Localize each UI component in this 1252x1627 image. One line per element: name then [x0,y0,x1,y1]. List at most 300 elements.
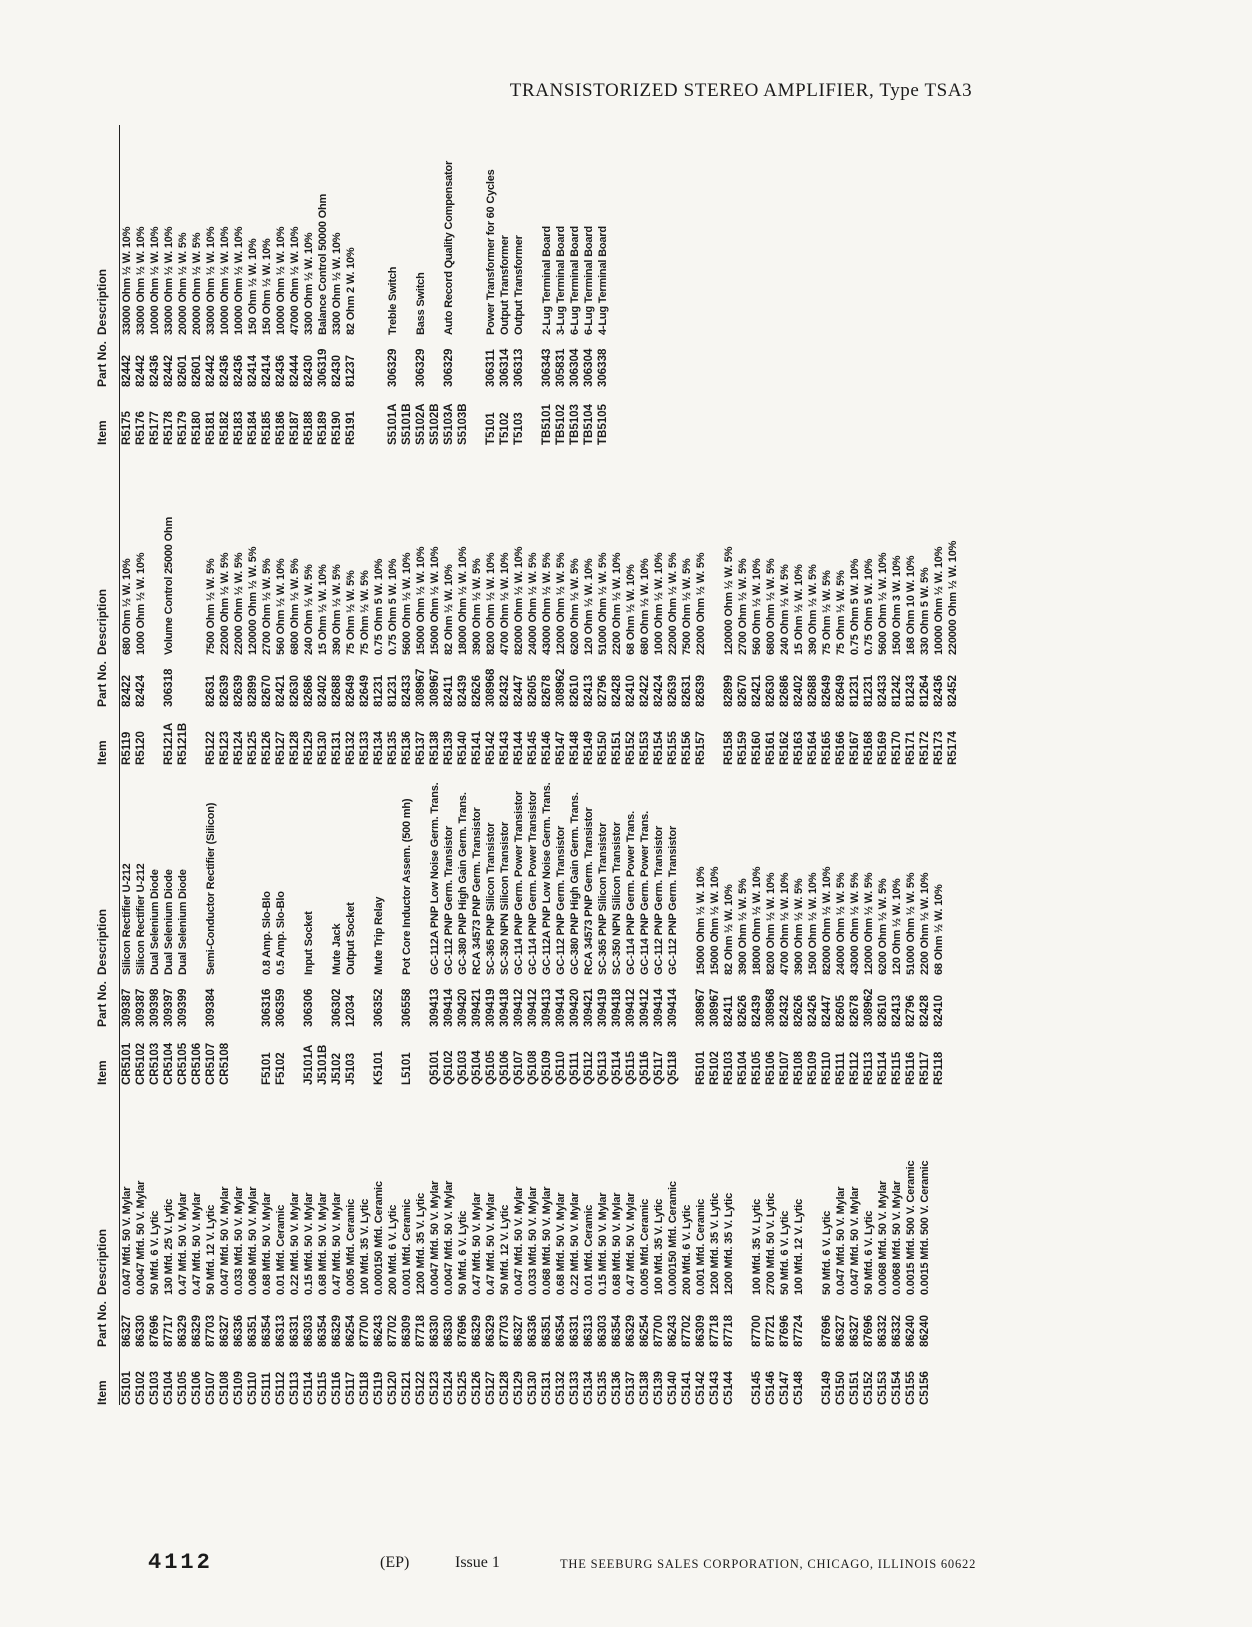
part-no-cell: 82447 [513,675,525,707]
table-row [512,125,526,445]
description-cell: 3900 Ohm ½ W. 5% [793,878,805,975]
table-row [330,125,344,445]
part-no-cell: 86254 [639,1315,651,1347]
table-row [610,1085,624,1405]
description-cell: GC-112 PNP Germ. Transistor [443,825,455,975]
part-no-cell: 306338 [597,348,609,387]
description-cell: 3300 Ohm ½ W. 10% [303,232,315,335]
table-row [246,445,260,765]
table-row [400,125,414,445]
page-footer [0,1550,1252,1580]
description-cell: 240 Ohm ½ W. 5% [303,564,315,655]
part-no-cell [414,975,428,1027]
description-cell: SC-350 NPN Silicon Transistor [611,821,623,975]
item-cell: R5155 [667,731,679,765]
table-row [638,445,652,765]
description-cell [414,765,428,975]
table-row [316,445,330,765]
item-cell: C5118 [359,1371,371,1405]
description-cell: 0.47 Mfd. 50 V. Mylar [625,1192,637,1295]
item-cell: S5102A [415,403,427,445]
part-no-cell: 82686 [779,675,791,707]
part-no-cell: 86309 [695,1315,707,1347]
item-cell: R5169 [877,731,889,765]
table-row [736,765,750,1085]
part-no-cell: 309387 [121,988,133,1027]
description-cell: 0.68 Mfd. 50 V. Mylar [555,1192,567,1295]
item-cell: Q5109 [541,1050,553,1085]
part-no-cell: 82439 [751,995,763,1027]
item-cell: C5107 [205,1371,217,1405]
item-cell: R5123 [219,731,231,765]
item-cell: Q5112 [583,1051,595,1085]
part-no-cell: 309419 [485,988,497,1027]
description-cell: 1000 Ohm ½ W. 10% [653,552,665,655]
item-cell: S5101B [401,403,413,445]
table-row [820,765,834,1085]
description-cell [680,765,694,975]
description-cell: 15000 Ohm ½ W. 10% [429,546,441,655]
table-row [806,1085,820,1405]
part-no-cell [218,975,232,1027]
part-no-cell: 81231 [849,675,861,707]
part-no-cell: 87696 [863,1315,875,1347]
table-row [316,125,330,445]
part-no-cell: 82424 [135,675,147,707]
description-cell: 150 Ohm ½ W. 10% [247,238,259,335]
description-cell: 0.047 Mfd. 50 V. Mylar [513,1186,525,1295]
table-row [568,445,582,765]
item-cell: R5172 [919,731,931,765]
description-cell: 33000 Ohm ½ W. 10% [163,226,175,335]
part-no-cell: 82424 [653,675,665,707]
item-cell: C5156 [919,1371,931,1405]
part-no-cell: 86329 [177,1315,189,1347]
description-cell: 68 Ohm ½ W. 10% [625,564,637,655]
table-row [204,1085,218,1405]
table-row [568,125,582,445]
part-no-cell: 308962 [555,668,567,707]
part-no-cell: 87700 [359,1315,371,1347]
table-row [428,445,442,765]
item-cell: R5175 [121,411,133,445]
item-cell: C5146 [765,1371,777,1405]
description-cell: 50 Mfd. 6 V. Lytic [863,1210,875,1295]
part-no-cell: 86336 [527,1315,539,1347]
item-cell: C5116 [331,1371,343,1405]
item-cell: R5118 [933,1051,945,1085]
description-header: Description [95,588,109,655]
description-cell: GC-114 PNP Germ. Power Trans. [639,811,651,975]
item-cell: R5106 [765,1051,777,1085]
item-cell: C5141 [681,1371,693,1405]
part-no-cell: 308968 [765,988,777,1027]
table-row [442,125,456,445]
item-cell: C5145 [751,1371,763,1405]
part-no-cell: 87724 [793,1315,805,1347]
description-cell: 120 Ohm ½ W. 10% [583,558,595,655]
table-row [316,765,330,1085]
table-row [792,1085,806,1405]
description-header: Description [95,908,109,975]
item-cell: C5149 [821,1371,833,1405]
table-row [176,765,190,1085]
table-row [176,445,190,765]
part-no-cell: 306343 [541,348,553,387]
item-cell: C5111 [261,1372,273,1405]
item-cell: TB5102 [555,404,567,445]
description-cell: 0.68 Mfd. 50 V. Mylar [261,1192,273,1295]
item-cell: CR5108 [219,1042,231,1085]
description-cell: 3900 Ohm ½ W. 5% [471,558,483,655]
part-no-cell: 309414 [653,988,665,1027]
item-cell [246,1027,260,1085]
description-cell: 0.001 Mfd. Ceramic [695,1198,707,1295]
item-cell: R5189 [317,411,329,445]
table-row [358,125,372,445]
table-row [358,1085,372,1405]
table-row [428,765,442,1085]
table-row [568,1085,582,1405]
description-cell [372,125,386,335]
description-cell [232,765,246,975]
part-no-cell: 81237 [345,355,357,387]
item-cell: C5151 [849,1371,861,1405]
item-cell [736,1347,750,1405]
description-cell: Auto Record Quality Compensator [443,160,455,335]
description-cell: 560 Ohm ½ W. 10% [275,558,287,655]
item-cell: R5115 [891,1051,903,1085]
part-no-cell: 82639 [667,675,679,707]
part-no-cell: 306319 [317,348,329,387]
description-cell: 0.47 Mfd. 50 V. Mylar [177,1192,189,1295]
item-cell: R5171 [905,731,917,765]
table-row [302,765,316,1085]
table-row [218,765,232,1085]
item-cell: C5123 [429,1371,441,1405]
description-cell: 0.75 Ohm 5 W. 10% [387,558,399,655]
part-no-cell: 308967 [415,668,427,707]
item-cell [806,1347,820,1405]
description-cell: 0.0015 Mfd. 500 V. Ceramic [905,1160,917,1295]
description-cell: 18000 Ohm ½ W. 10% [457,546,469,655]
table-row [274,125,288,445]
table-row [456,445,470,765]
item-cell: R5121A [163,722,175,765]
item-cell: Q5104 [471,1050,483,1085]
table-row [134,445,148,765]
item-cell: Q5117 [653,1051,665,1085]
table-row [624,445,638,765]
table-row [610,765,624,1085]
table-row [624,765,638,1085]
part-no-cell: 306306 [303,988,315,1027]
table-row [554,445,568,765]
item-cell: R5156 [681,731,693,765]
part-no-cell: 309420 [569,988,581,1027]
table-row [232,765,246,1085]
item-cell: F5101 [261,1052,273,1085]
table-row [456,125,470,445]
item-cell: Q5111 [569,1051,581,1085]
table-row [946,445,960,765]
part-no-cell: 86351 [247,1315,259,1347]
issue-label: Issue 1 [455,1554,500,1571]
table-row [372,445,386,765]
part-no-cell: 82605 [835,995,847,1027]
part-no-cell: 86327 [219,1315,231,1347]
description-cell: 15000 Ohm ½ W. 10% [695,866,707,975]
part-no-cell: 82796 [597,675,609,707]
description-cell: 0.47 Mfd. 50 V. Mylar [485,1192,497,1295]
part-no-cell [386,975,400,1027]
table-row [512,445,526,765]
table-row [302,125,316,445]
item-cell: R5117 [919,1051,931,1085]
item-cell: C5124 [443,1371,455,1405]
description-cell: 10000 Ohm ½ W. 10% [275,226,287,335]
part-no-cell: 86336 [233,1315,245,1347]
part-no-cell: 86354 [317,1315,329,1347]
part-no-cell: 86309 [401,1315,413,1347]
part-no-cell: 82436 [233,355,245,387]
table-row [820,445,834,765]
item-cell [358,387,372,445]
description-cell: 51000 Ohm ½ W. 5% [905,872,917,975]
part-no-cell: 81243 [905,675,917,707]
description-cell: 20000 Ohm ½ W. 5% [177,232,189,335]
table-row [764,1085,778,1405]
part-no-cell: 86329 [485,1315,497,1347]
column-header [95,125,120,445]
table-row [134,1085,148,1405]
item-cell: R5108 [793,1051,805,1085]
table-row [638,1085,652,1405]
description-cell: 200 Mfd. 6 V. Lytic [387,1204,399,1295]
item-header: Item [95,420,109,445]
part-no-cell [232,975,246,1027]
table-row [722,1085,736,1405]
part-no-cell: 82432 [779,995,791,1027]
item-cell [358,1027,372,1085]
part-no-cell: 82686 [303,675,315,707]
description-cell: 10000 Ohm ½ W. 10% [933,546,945,655]
table-row [358,765,372,1085]
description-cell: 0.000150 Mfd. Ceramic [667,1181,679,1295]
parts-column-4 [95,125,610,445]
table-row [652,445,666,765]
table-row [582,765,596,1085]
item-cell: C5119 [373,1371,385,1405]
table-row [274,1085,288,1405]
part-no-cell: 86331 [289,1315,301,1347]
description-cell: SC-365 PNP Silicon Transistor [597,822,609,975]
table-row [246,765,260,1085]
item-cell: Q5103 [457,1050,469,1085]
item-cell: R5176 [135,411,147,445]
description-cell: GC-380 PNP High Gain Germ. Trans. [569,792,581,975]
description-cell: Silicon Rectifier U-212 [121,863,133,975]
item-cell: R5101 [695,1051,707,1085]
description-cell: 3300 Ohm ½ W. 10% [331,232,343,335]
part-no-cell [400,335,414,387]
part-no-cell: 82430 [303,355,315,387]
item-cell: R5122 [205,731,217,765]
description-cell: 10000 Ohm ½ W. 10% [233,226,245,335]
item-cell: C5133 [569,1371,581,1405]
item-cell: C5128 [499,1371,511,1405]
item-cell: CR5107 [205,1042,217,1085]
description-cell: SC-350 NPN Silicon Transistor [499,821,511,975]
part-no-cell: 82678 [541,675,553,707]
table-row [680,445,694,765]
description-cell: 0.68 Mfd. 50 V. Mylar [611,1192,623,1295]
part-no-cell: 306302 [331,988,343,1027]
description-cell: 240 Ohm ½ W. 5% [779,564,791,655]
part-no-cell: 82426 [807,995,819,1027]
part-no-cell: 82411 [723,995,735,1027]
part-no-cell: 82436 [933,675,945,707]
table-row [820,1085,834,1405]
table-row [190,765,204,1085]
item-cell: R5137 [415,731,427,765]
item-cell: R5183 [233,411,245,445]
table-row [596,445,610,765]
description-cell [176,445,190,655]
part-no-cell: 82433 [401,675,413,707]
part-no-cell: 12034 [345,995,357,1027]
table-row [568,765,582,1085]
table-row [302,445,316,765]
item-cell: C5132 [555,1371,567,1405]
part-no-cell: 82430 [331,355,343,387]
description-cell: 8200 Ohm ½ W. 10% [765,872,777,975]
description-cell [806,1085,820,1295]
table-row [120,1085,134,1405]
description-cell: 0.047 Mfd. 50 V. Mylar [849,1186,861,1295]
table-row [778,445,792,765]
item-cell: C5136 [611,1371,623,1405]
item-cell: CR5103 [149,1042,161,1085]
part-no-cell: 82428 [919,995,931,1027]
part-no-cell: 82626 [471,675,483,707]
part-no-cell: 82442 [121,355,133,387]
item-cell: J5101B [317,1044,329,1085]
page-number: 4112 [148,1550,213,1575]
description-cell: 0.068 Mfd. 50 V. Mylar [247,1186,259,1295]
item-cell: C5104 [163,1371,175,1405]
part-no-cell [190,655,204,707]
part-no-cell: 82796 [905,995,917,1027]
description-cell: 0.001 Mfd. Ceramic [401,1198,413,1295]
item-cell: R5157 [695,731,707,765]
table-row [176,125,190,445]
item-cell: R5131 [331,731,343,765]
item-cell: C5135 [597,1371,609,1405]
description-cell: 12000 Ohm ½ W. 5% [555,552,567,655]
table-row [792,765,806,1085]
part-no-cell: 309413 [429,988,441,1027]
description-cell: 4700 Ohm ½ W. 10% [779,872,791,975]
part-no-cell: 81231 [863,675,875,707]
table-row [260,765,274,1085]
item-cell: C5147 [779,1371,791,1405]
part-no-cell [470,335,484,387]
description-cell [400,125,414,335]
table-row [400,765,414,1085]
item-cell: TB5103 [569,404,581,445]
item-cell: R5185 [261,411,273,445]
part-no-cell: 82444 [289,355,301,387]
part-no-cell: 82688 [331,675,343,707]
item-cell: R5116 [905,1051,917,1085]
item-cell: R5134 [373,731,385,765]
description-cell [456,125,470,335]
item-cell: R5180 [191,411,203,445]
table-row [218,445,232,765]
description-cell: 120000 Ohm ½ W. 5% [723,546,735,655]
table-row [204,445,218,765]
part-no-cell: 87700 [653,1315,665,1347]
part-no-cell: 87703 [499,1315,511,1347]
table-row [540,1085,554,1405]
description-cell: 2700 Ohm ½ W. 5% [261,558,273,655]
item-cell: R5128 [289,731,301,765]
part-no-cell: 82413 [583,675,595,707]
table-row [232,125,246,445]
description-cell: 3900 Ohm ½ W. 5% [737,878,749,975]
description-cell: 15 Ohm ½ W. 10% [793,564,805,655]
table-row [372,125,386,445]
part-no-cell: 82631 [205,675,217,707]
item-header: Item [95,740,109,765]
part-no-cell: 309413 [541,988,553,1027]
part-no-cell: 86330 [135,1315,147,1347]
item-cell: R5145 [527,731,539,765]
part-no-cell: 82428 [611,675,623,707]
table-row [722,445,736,765]
description-cell: 22000 Ohm ½ W. 5% [219,552,231,655]
item-cell [680,1027,694,1085]
part-no-cell: 81231 [373,675,385,707]
description-cell: 100 Mfd. 35 V. Lytic [653,1198,665,1295]
column-header [95,765,120,1085]
part-no-cell: 81264 [919,675,931,707]
part-no-cell: 306359 [275,988,287,1027]
part-no-cell: 87700 [751,1315,763,1347]
description-cell [190,765,204,975]
table-row [400,445,414,765]
description-cell: 0.47 Mfd. 50 V. Mylar [191,1192,203,1295]
part-no-cell: 82402 [317,675,329,707]
table-row [764,445,778,765]
table-row [792,445,806,765]
part-no-cell: 87703 [205,1315,217,1347]
part-no-cell: 86327 [849,1315,861,1347]
table-row [400,1085,414,1405]
item-cell: R5190 [331,411,343,445]
item-cell: C5114 [303,1371,315,1405]
part-no-cell: 309414 [555,988,567,1027]
description-cell [218,765,232,975]
item-cell: TB5104 [583,404,595,445]
table-row [442,1085,456,1405]
table-row [498,125,512,445]
description-cell: 15 Ohm ½ W. 10% [317,564,329,655]
item-cell: R5164 [807,731,819,765]
part-no-cell: 309418 [611,988,623,1027]
table-row [428,125,442,445]
